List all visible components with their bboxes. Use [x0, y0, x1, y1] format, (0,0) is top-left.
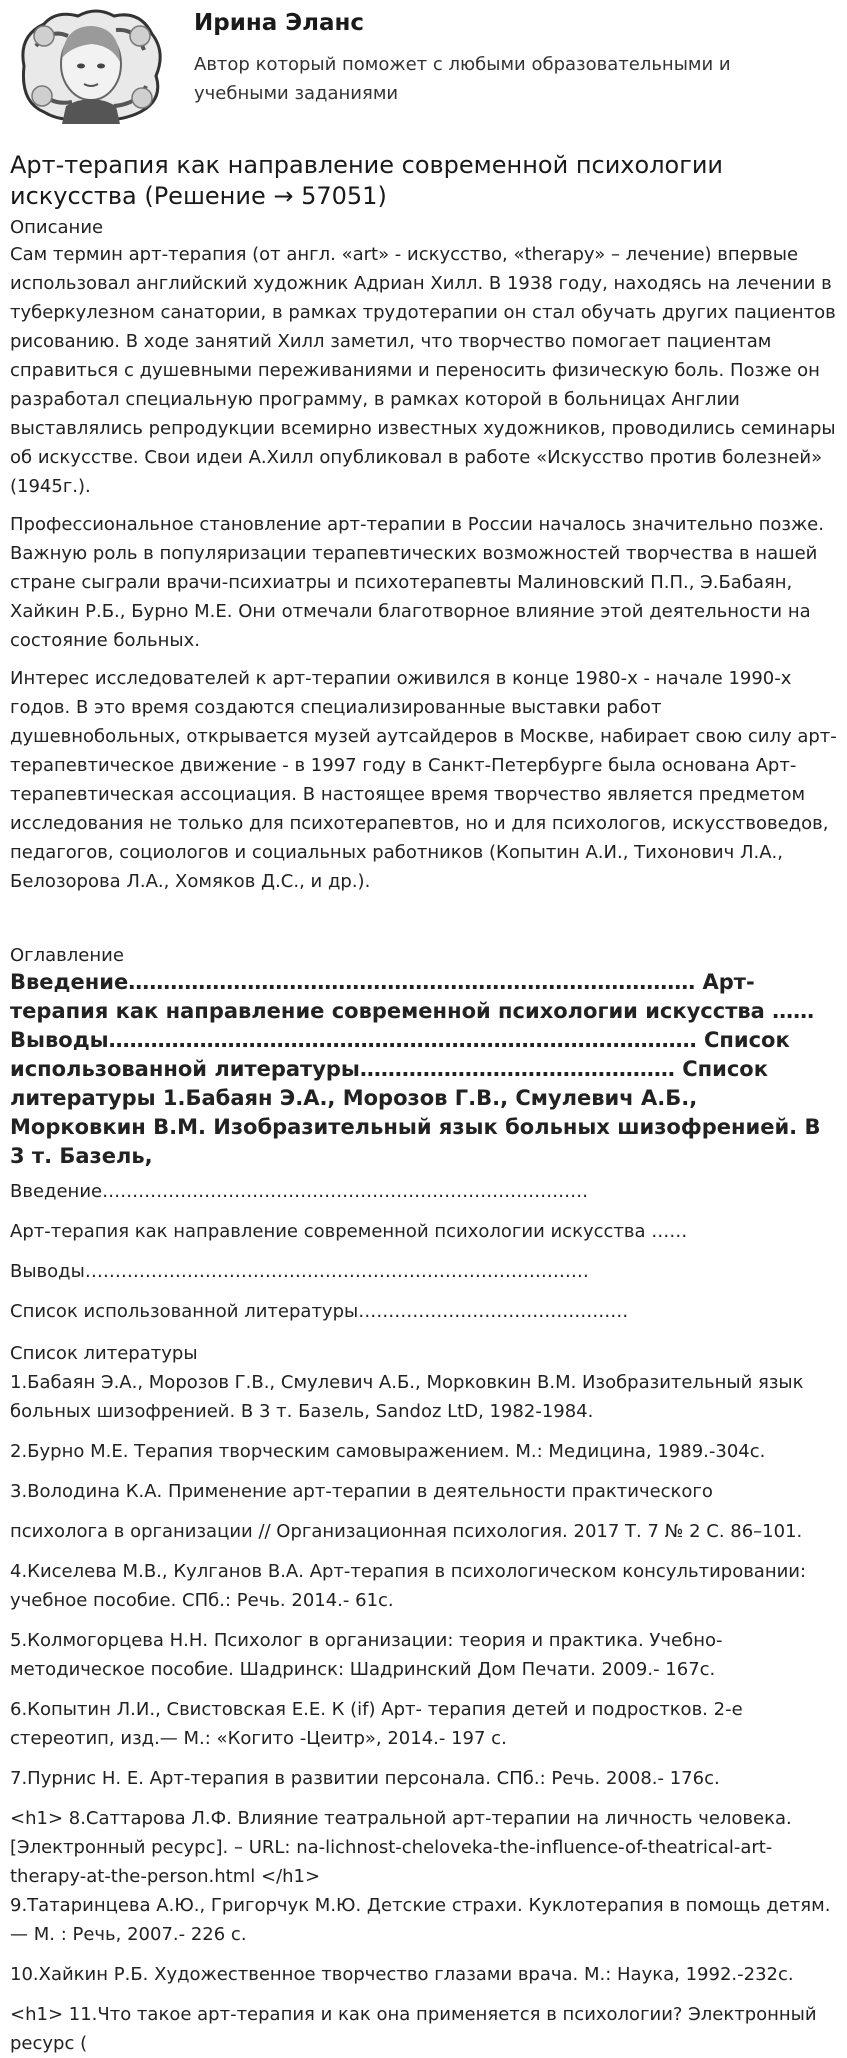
- section-spacer: [10, 896, 837, 940]
- toc-item: Список использованной литературы………………………………………: [10, 1301, 629, 1322]
- toc-item: Арт-терапия как направление современной психологии искусства ……: [10, 1221, 688, 1242]
- work-title: Арт-терапия как направление современной психологии искусства (Решение → 57051): [10, 151, 724, 210]
- toc-summary: Введение……………………………………………………………………… Арт-терапия как направление современной психологии искусства …… Выводы………………………………………………………………………… Список использованной литературы……………………………………… Список литературы 1.Бабаян Э.А., Морозов Г.В., Смулевич А.Б., Морковкин В.М. Изобразительный язык больных шизофренией. В 3 т. Базель,: [10, 970, 821, 1168]
- toc-label: Оглавление: [10, 945, 124, 966]
- reference-item: 3.Володина К.А. Применение арт-терапии в деятельности практического: [10, 1481, 713, 1502]
- reference-item: <h1> 8.Саттарова Л.Ф. Влияние театральной арт-терапии на личность человека. [Электронный ресурс]. – URL: na-lichnost-cheloveka-the-influence-of-theatrical-art-therapy-at-the-person.html </h1>: [10, 1808, 792, 1887]
- reference-item: 10.Хайкин Р.Б. Художественное творчество глазами врача. М.: Наука, 1992.-232с.: [10, 1964, 794, 1985]
- author-avatar[interactable]: [16, 6, 166, 124]
- author-name[interactable]: Ирина Эланс: [194, 10, 365, 36]
- reference-item: 5.Колмогорцева Н.Н. Психолог в организации: теория и практика. Учебно-методическое пособие. Шадринск: Шадринский Дом Печати. 2009.- 167с.: [10, 1630, 723, 1680]
- references-label: Список литературы: [10, 1343, 198, 1364]
- reference-item: 1.Бабаян Э.А., Морозов Г.В., Смулевич А.Б., Морковкин В.М. Изобразительный язык больных шизофренией. В 3 т. Базель, Sandoz LtD, 1982-1984.: [10, 1372, 804, 1422]
- reference-item: 6.Копытин Л.И., Свистовская Е.Е. К (if) Арт- терапия детей и подростков. 2-е стереотип, изд.— М.: «Когито -Цеитр», 2014.- 197 с.: [10, 1699, 743, 1749]
- description-label: Описание: [10, 217, 104, 238]
- description-paragraph: Профессиональное становление арт-терапии в России началось значительно позже. Важную роль в популяризации терапевтических возможностей творчества в нашей стране сыграли врачи-психиатры и психотерапевты Малиновский П.П., Э.Бабаян, Хайкин Р.Б., Бурно М.Е. Они отмечали благотворное влияние этой деятельности на состояние больных.: [10, 514, 824, 651]
- reference-item: психолога в организации // Организационная психология. 2017 Т. 7 № 2 С. 86–101.: [10, 1521, 803, 1542]
- reference-item: 4.Киселева М.В., Кулганов В.А. Арт-терапия в психологическом консультировании: учебное пособие. СПб.: Речь. 2014.- 61с.: [10, 1561, 807, 1611]
- toc-item: Выводы…………………………………………………………………………: [10, 1261, 589, 1282]
- reference-item: 7.Пурнис Н. Е. Арт-терапия в развитии персонала. СПб.: Речь. 2008.- 176с.: [10, 1768, 720, 1789]
- author-description: Автор который поможет с любыми образовательными и учебными заданиями: [194, 54, 731, 104]
- description-paragraph: Интерес исследователей к арт-терапии оживился в конце 1980-х - начале 1990-х годов. В это время создаются специализированные выставки работ душевнобольных, открывается музей аутсайдеров в Москве, набирает свою силу арт-терапевтическое движение - в 1997 году в Санкт-Петербурге была основана Арт-терапевтическая ассоциация. В настоящее время творчество является предметом исследования не только для психотерапевтов, но и для психологов, искусствоведов, педагогов, социологов и социальных работников (Копытин А.И., Тихонович Л.А., Белозорова Л.А., Хомяков Д.С., и др.).: [10, 668, 837, 892]
- reference-item: <h1> 11.Что такое арт-терапия и как она применяется в психологии? Электронный ресурс (: [10, 2004, 817, 2054]
- toc-item: Введение………………………………………………………………………: [10, 1181, 589, 1202]
- reference-item: 2.Бурно М.Е. Терапия творческим самовыражением. М.: Медицина, 1989.-304с.: [10, 1441, 766, 1462]
- description-paragraph: Сам термин арт-терапия (от англ. «art» - искусство, «therapy» – лечение) впервые использовал английский художник Адриан Хилл. В 1938 году, находясь на лечении в туберкулезном санатории, в рамках трудотерапии он стал обучать других пациентов рисованию. В ходе занятий Хилл заметил, что творчество помогает пациентам справиться с душевными переживаниями и переносить физическую боль. Позже он разработал специальную программу, в рамках которой в больницах Англии выставлялись репродукции всемирно известных художников, проводились семинары об искусстве. Свои идеи А.Хилл опубликовал в работе «Искусство против болезней» (1945г.).: [10, 244, 836, 497]
- author-card: [10, 0, 837, 132]
- reference-item: 9.Татаринцева А.Ю., Григорчук М.Ю. Детские страхи. Куклотерапия в помощь детям. — М. : Речь, 2007.- 226 с.: [10, 1895, 831, 1945]
